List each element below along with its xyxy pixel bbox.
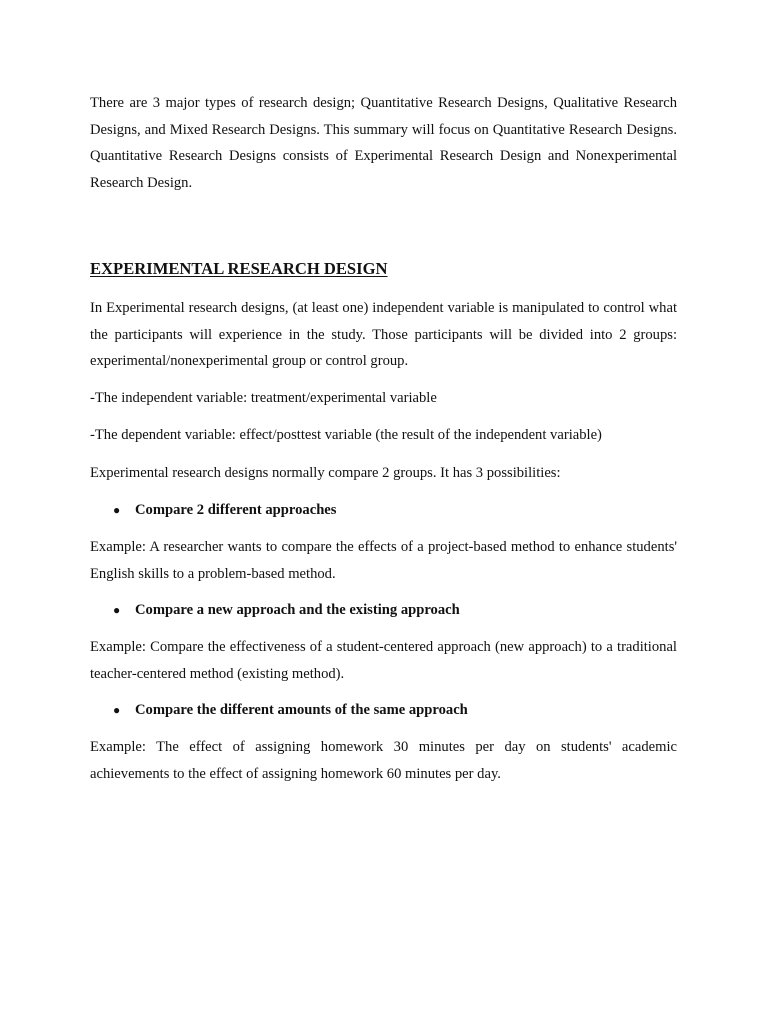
independent-variable-line: -The independent variable: treatment/experimental variable: [90, 389, 437, 406]
bullet-item: [90, 497, 677, 523]
bullet-item: [90, 697, 677, 723]
bullet-icon: ●: [113, 503, 121, 517]
possibilities-line: Experimental research designs normally compare 2 groups. It has 3 possibilities:: [90, 464, 561, 481]
bullet-title: Compare 2 different approaches: [135, 502, 337, 518]
document-page: [90, 90, 677, 797]
bullet-title: Compare the different amounts of the same approach: [135, 702, 468, 718]
section-paragraph: In Experimental research designs, (at least one) independent variable is manipulated to control what the participants will experience in the study. Those participants will be divided into 2 groups: experimental/nonexperimental group or control group.: [90, 300, 677, 369]
bullet-title: Compare a new approach and the existing approach: [135, 602, 460, 618]
intro-paragraph: There are 3 major types of research design; Quantitative Research Designs, Qualitative Research Designs, and Mixed Research Designs. This summary will focus on Quantitative Research Designs. Quantitative Research Designs consists of Experimental Research Design and Nonexperimental Research Design.: [90, 95, 677, 191]
bullet-item: [90, 597, 677, 623]
section-heading: EXPERIMENTAL RESEARCH DESIGN: [90, 259, 388, 278]
bullet-icon: ●: [113, 703, 121, 717]
dependent-variable-line: -The dependent variable: effect/posttest variable (the result of the independent variable): [90, 427, 602, 443]
example-paragraph: Example: Compare the effectiveness of a student-centered approach (new approach) to a traditional teacher-centered method (existing method).: [90, 639, 677, 682]
bullet-icon: ●: [113, 603, 121, 617]
example-paragraph: Example: A researcher wants to compare the effects of a project-based method to enhance students' English skills to a problem-based method.: [90, 539, 677, 582]
example-paragraph: Example: The effect of assigning homework 30 minutes per day on students' academic achievements to the effect of assigning homework 60 minutes per day.: [90, 739, 677, 782]
